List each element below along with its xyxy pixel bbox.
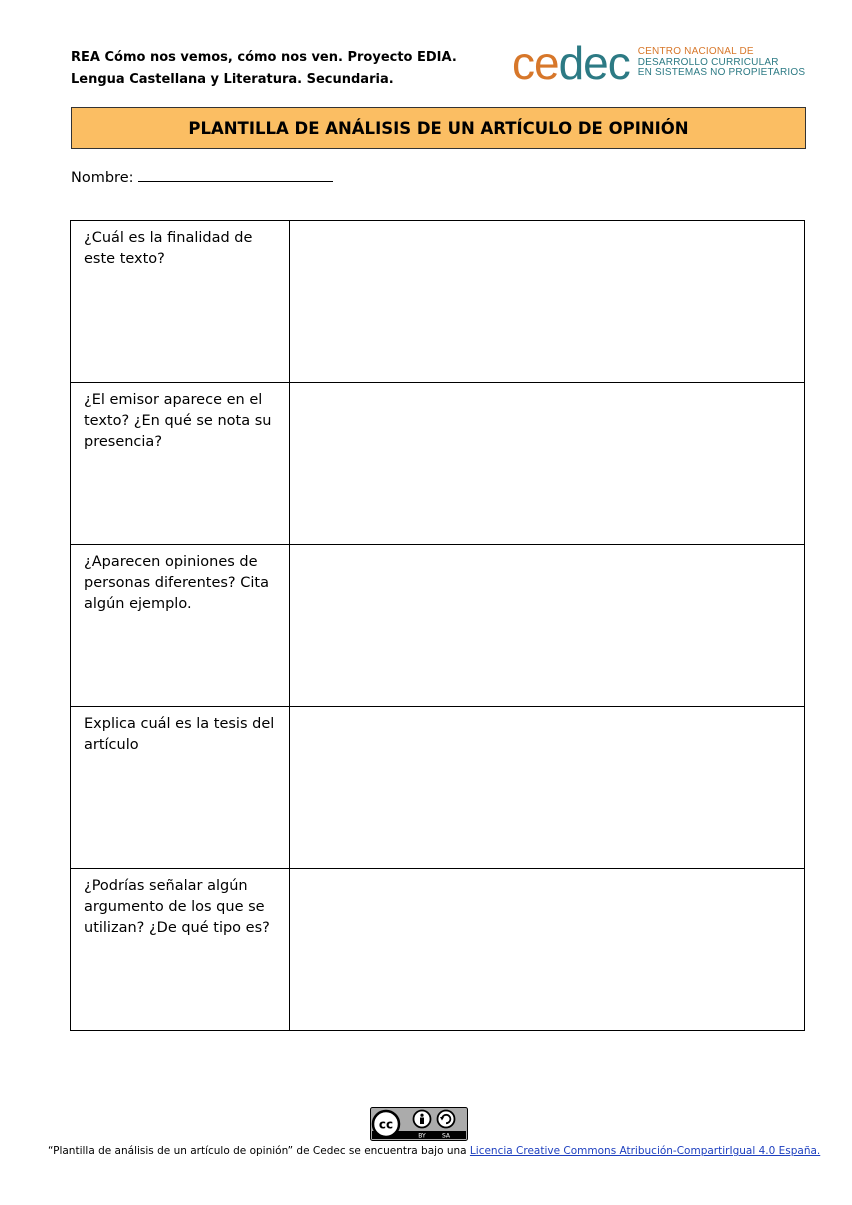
document-header xyxy=(71,47,457,91)
table-row xyxy=(71,869,805,1031)
logo-sub-line-1: CENTRO NACIONAL DE xyxy=(637,46,754,58)
answer-cell[interactable] xyxy=(289,545,804,707)
analysis-table xyxy=(70,220,805,1031)
question-cell: Explica cuál es la tesis del artículo xyxy=(71,707,290,869)
sa-share-icon xyxy=(438,1111,455,1128)
answer-cell[interactable] xyxy=(289,221,804,383)
table-row xyxy=(71,221,805,383)
cc-by-sa-icon[interactable] xyxy=(370,1107,468,1141)
logo-word-dec: dec xyxy=(558,37,630,89)
table-row xyxy=(71,383,805,545)
table-row xyxy=(71,707,805,869)
header-line-2: Lengua Castellana y Literatura. Secundaria. xyxy=(71,72,394,87)
logo-sub-line-2: DESARROLLO CURRICULAR xyxy=(637,56,779,68)
header-line-1: REA Cómo nos vemos, cómo nos ven. Proyecto EDIA. xyxy=(71,50,457,65)
license-footer xyxy=(48,1145,821,1157)
question-cell: ¿Cuál es la finalidad de este texto? xyxy=(71,221,290,383)
cedec-logo-subtitle xyxy=(638,47,805,79)
question-cell: ¿Podrías señalar algún argumento de los que se utilizan? ¿De qué tipo es? xyxy=(71,869,290,1031)
table-row xyxy=(71,545,805,707)
license-link[interactable]: Licencia Creative Commons Atribución-CompartirIgual 4.0 España. xyxy=(469,1145,821,1157)
answer-cell[interactable] xyxy=(289,383,804,545)
name-blank-line[interactable] xyxy=(138,165,333,182)
cedec-logo xyxy=(512,37,806,89)
cc-badge-text: cc xyxy=(378,1117,394,1132)
license-text: “Plantilla de análisis de un artículo de opinión” de Cedec se encuentra bajo una xyxy=(48,1145,470,1157)
logo-sub-line-3: EN SISTEMAS NO PROPIETARIOS xyxy=(637,67,806,79)
question-cell: ¿Aparecen opiniones de personas diferentes? Cita algún ejemplo. xyxy=(71,545,290,707)
answer-cell[interactable] xyxy=(289,869,804,1031)
question-cell: ¿El emisor aparece en el texto? ¿En qué se nota su presencia? xyxy=(71,383,290,545)
cedec-logo-word xyxy=(512,37,630,89)
name-label: Nombre: xyxy=(71,170,134,186)
name-field xyxy=(71,165,333,186)
by-label: BY xyxy=(418,1132,426,1140)
logo-word-ce: ce xyxy=(512,37,559,89)
page-title: PLANTILLA DE ANÁLISIS DE UN ARTÍCULO DE OPINIÓN xyxy=(71,107,806,149)
sa-label: SA xyxy=(441,1132,451,1140)
answer-cell[interactable] xyxy=(289,707,804,869)
